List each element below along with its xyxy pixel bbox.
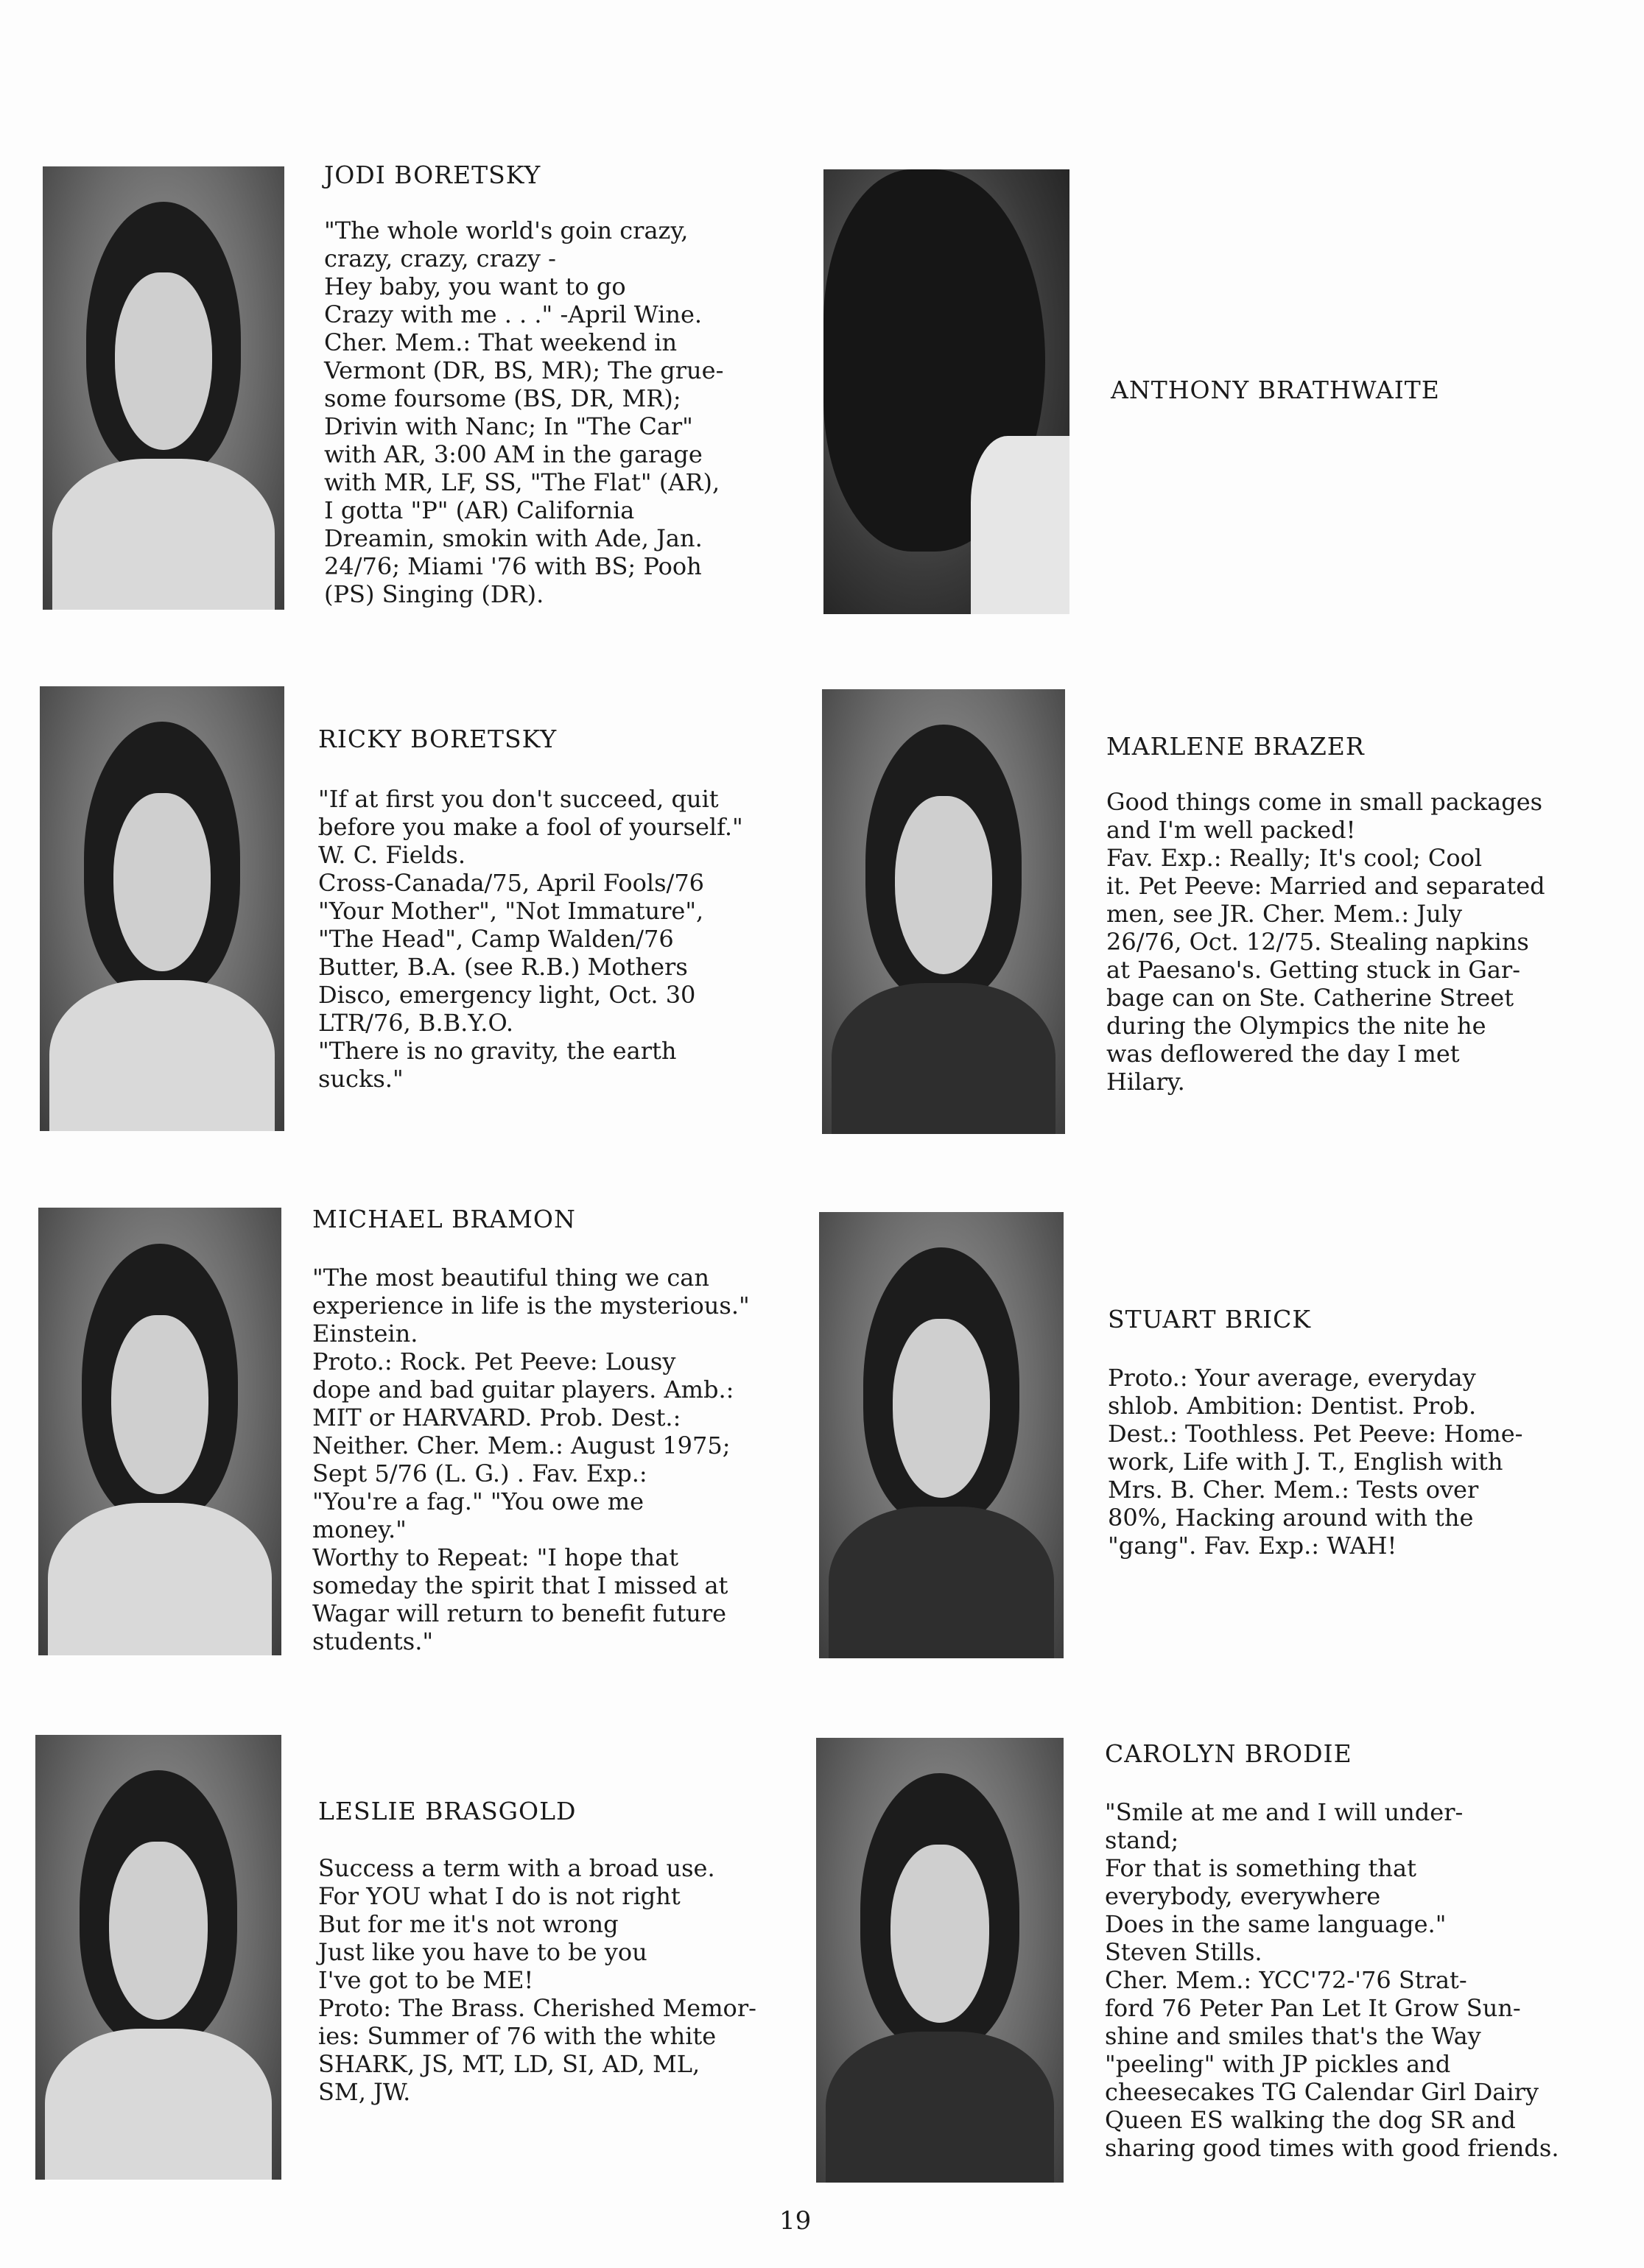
student-photo	[35, 1735, 281, 2180]
student-photo	[40, 686, 284, 1131]
page-number: 19	[779, 2206, 812, 2236]
student-photo	[822, 689, 1065, 1134]
student-photo	[823, 169, 1069, 614]
student-photo	[43, 166, 284, 610]
student-bio: Proto.: Your average, everyday shlob. Ambition: Dentist. Prob. Dest.: Toothless. Pet Peeve: Home- work, Life with J. T., English with Mrs. B. Cher. Mem.: Tests over 80%, Hacking around with the "gang". Fav. Exp.: WAH!	[1108, 1364, 1523, 1560]
student-name: STUART BRICK	[1108, 1305, 1312, 1334]
student-bio: "The most beautiful thing we can experience in life is the mysterious." Einstein. Proto.: Rock. Pet Peeve: Lousy dope and bad guitar players. Amb.: MIT or HARVARD. Prob. Dest.: Neither. Cher. Mem.: August 1975; Sept 5/76 (L. G.) . Fav. Exp.: "You're a fag." "You owe me money." Worthy to Repeat: "I hope that someday the spirit that I missed at Wagar will return to benefit future students."	[312, 1264, 750, 1655]
student-name: ANTHONY BRATHWAITE	[1111, 376, 1440, 404]
student-photo	[816, 1738, 1064, 2183]
student-name: MICHAEL BRAMON	[312, 1205, 576, 1233]
student-bio: "Smile at me and I will under- stand; For that is something that everybody, everywhere Does in the same language." Steven Stills. Cher. Mem.: YCC'72-'76 Strat- ford 76 Peter Pan Let It Grow Sun- shine and smiles that's the Way "peeling" with JP pickles and cheesecakes TG Calendar Girl Dairy Queen ES walking the dog SR and sharing good times with good friends.	[1105, 1798, 1559, 2162]
student-name: JODI BORETSKY	[324, 161, 541, 189]
student-name: LESLIE BRASGOLD	[318, 1797, 577, 1825]
student-bio: "The whole world's goin crazy, crazy, crazy, crazy - Hey baby, you want to go Crazy with me . . ." -April Wine. Cher. Mem.: That weekend in Vermont (DR, BS, MR); The grue- some foursome (BS, DR, MR); Drivin with Nanc; In "The Car" with AR, 3:00 AM in the garage with MR, LF, SS, "The Flat" (AR), I gotta "P" (AR) California Dreamin, smokin with Ade, Jan. 24/76; Miami '76 with BS; Pooh (PS) Singing (DR).	[324, 216, 724, 608]
student-name: RICKY BORETSKY	[318, 725, 558, 753]
student-bio: Good things come in small packages and I'm well packed! Fav. Exp.: Really; It's cool; Cool it. Pet Peeve: Married and separated men, see JR. Cher. Mem.: July 26/76, Oct. 12/75. Stealing napkins at Paesano's. Getting stuck in Gar- bage can on Ste. Catherine Street during the Olympics the nite he was deflowered the day I met Hilary.	[1106, 788, 1545, 1096]
student-photo	[819, 1212, 1064, 1658]
student-name: CAROLYN BRODIE	[1105, 1739, 1352, 1768]
student-bio: "If at first you don't succeed, quit before you make a fool of yourself." W. C. Fields. Cross-Canada/75, April Fools/76 "Your Mother", "Not Immature", "The Head", Camp Walden/76 Butter, B.A. (see R.B.) Mothers Disco, emergency light, Oct. 30 LTR/76, B.B.Y.O. "There is no gravity, the earth sucks."	[318, 785, 743, 1093]
student-bio: Success a term with a broad use. For YOU what I do is not right But for me it's not wrong Just like you have to be you I've got to be ME! Proto: The Brass. Cherished Memor- ies: Summer of 76 with the white SHARK, JS, MT, LD, SI, AD, ML, SM, JW.	[318, 1854, 756, 2106]
student-name: MARLENE BRAZER	[1106, 732, 1365, 761]
student-photo	[38, 1208, 281, 1655]
